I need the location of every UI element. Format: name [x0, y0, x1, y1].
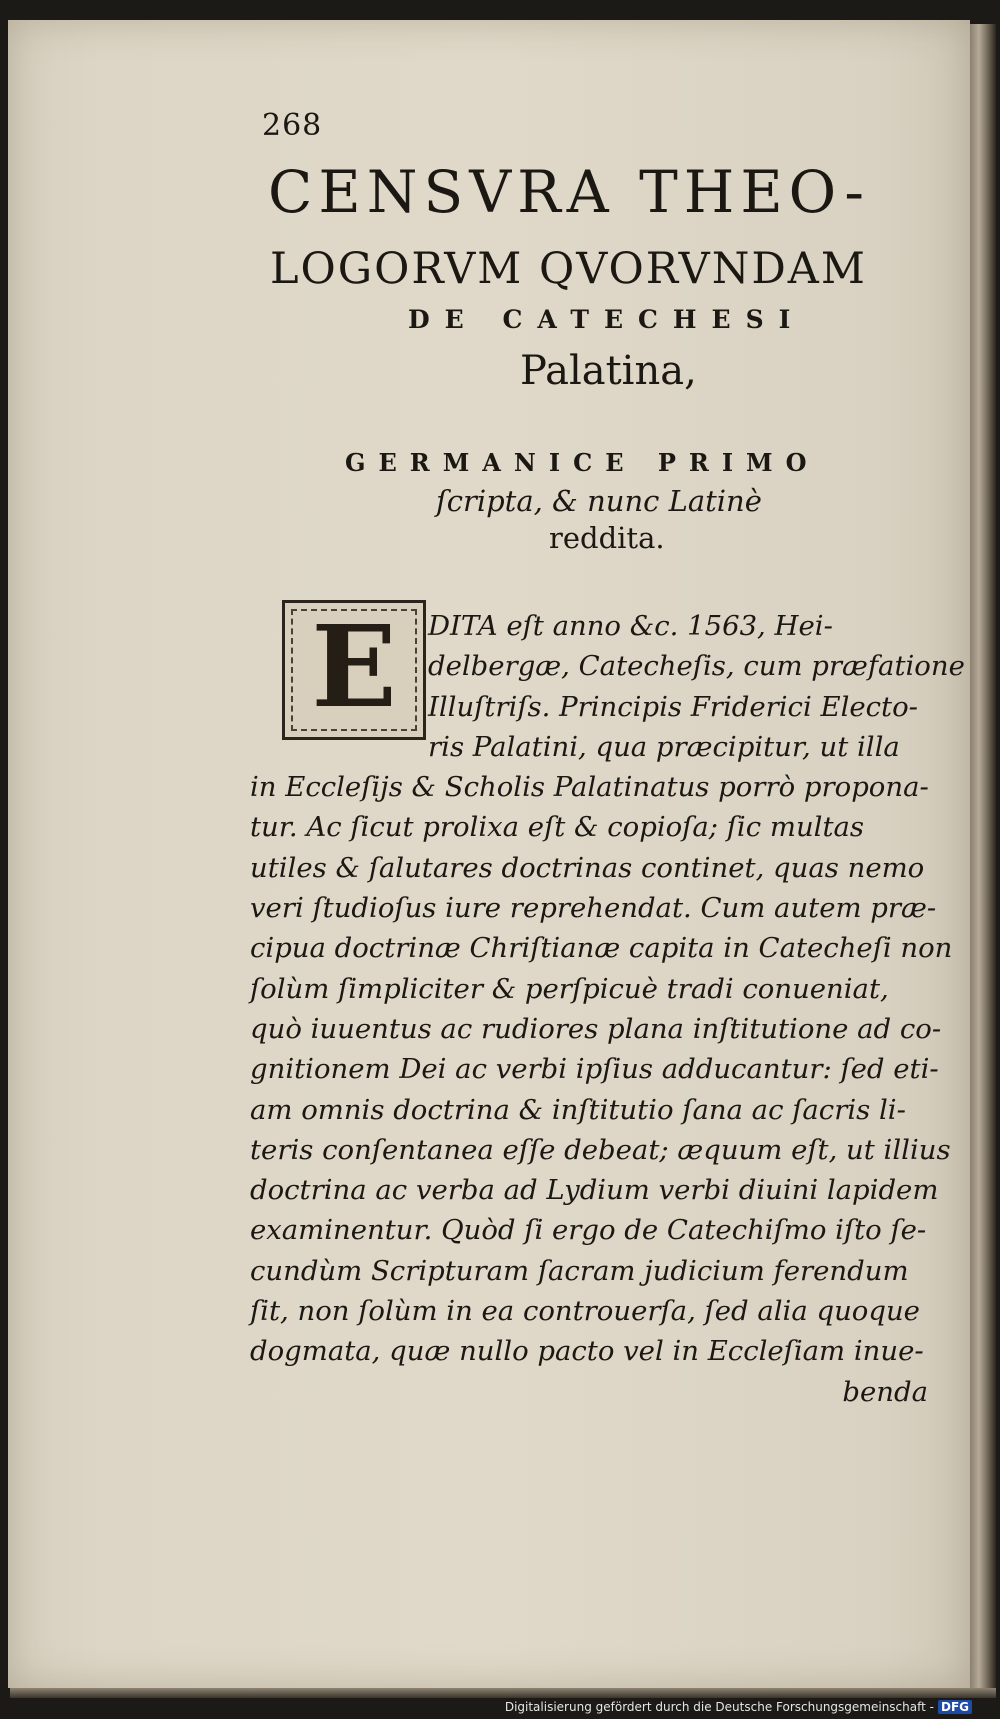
page-edge-bottom: [10, 1688, 996, 1698]
subtitle-line-2: ſcripta, & nunc Latinè: [436, 484, 762, 518]
body-line: cundùm Scripturam ſacram judicium ferendum: [250, 1254, 909, 1287]
body-line: delbergæ, Catecheſis, cum præfatione: [428, 650, 965, 683]
body-line: Illuſtriſs. Principis Friderici Electo-: [428, 690, 918, 723]
initial-letter: E: [311, 602, 397, 733]
body-line: tur. Ac ſicut prolixa eſt & copioſa; ſic multas: [250, 811, 865, 844]
title-line-3: DE CATECHESI: [408, 305, 806, 334]
subtitle-line-3: reddita.: [549, 521, 665, 555]
body-text: [250, 602, 965, 1412]
page-edge-right: [970, 24, 996, 1688]
body-line: cipua doctrinæ Chriſtianæ capita in Catecheſi non: [250, 932, 953, 965]
subtitle-line-1: GERMANICE PRIMO: [345, 448, 820, 477]
body-line: ſit, non ſolùm in ea controuerſa, ſed alia quoque: [250, 1295, 920, 1328]
body-line: veri ſtudioſus iure reprehendat. Cum autem præ-: [250, 892, 937, 925]
dfg-logo-badge: DFG: [938, 1700, 972, 1714]
digitization-credit: [505, 1700, 972, 1714]
body-line: utiles & ſalutares doctrinas continet, quas nemo: [250, 851, 925, 884]
credit-text: Digitalisierung gefördert durch die Deutsche Forschungsgemeinschaft -: [504, 1700, 934, 1714]
body-line: quò iuuentus ac rudiores plana inſtitutione ad co-: [250, 1012, 942, 1045]
body-line: am omnis doctrina & inſtitutio ſana ac ſacris li-: [250, 1093, 906, 1126]
body-line: examinentur. Quòd ſi ergo de Catechiſmo iſto ſe-: [250, 1214, 927, 1247]
body-line: dogmata, quæ nullo pacto vel in Eccleſiam inue-: [250, 1335, 924, 1368]
body-line: ſolùm ſimpliciter & perſpicuè tradi conueniat,: [250, 972, 889, 1005]
body-line: DITA eſt anno &c. 1563, Hei-: [428, 610, 833, 642]
title-line-4: Palatina,: [520, 348, 697, 394]
catchword: benda: [842, 1375, 928, 1408]
body-line: in Eccleſijs & Scholis Palatinatus porrò propona-: [250, 771, 929, 804]
body-line: gnitionem Dei ac verbi ipſius adducantur: ſed eti-: [250, 1053, 939, 1086]
body-line: doctrina ac verba ad Lydium verbi diuini lapidem: [250, 1174, 939, 1207]
page-number: 268: [262, 108, 323, 143]
title-line-2: LOGORVM QVORVNDAM: [270, 244, 867, 294]
title-line-1: CENSVRA THEO-: [268, 158, 870, 226]
body-line: ris Palatini, qua præcipitur, ut illa: [428, 730, 900, 763]
body-line: teris conſentanea eſſe debeat; æquum eſt, ut illius: [250, 1133, 951, 1166]
